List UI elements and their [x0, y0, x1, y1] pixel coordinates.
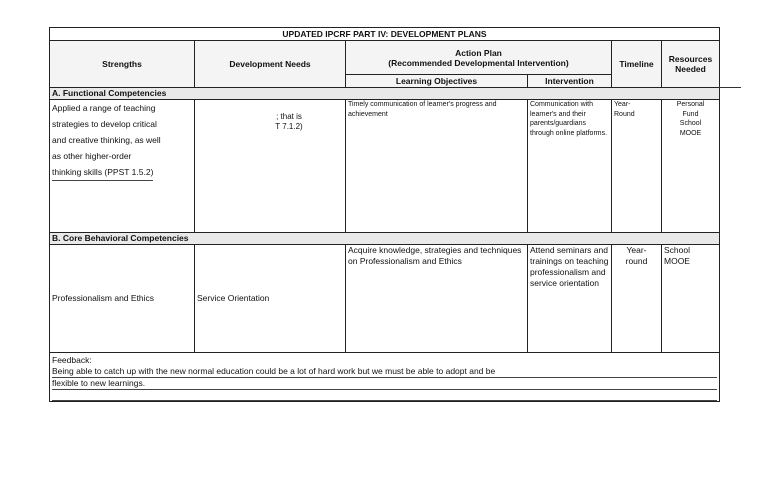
- functional-resource-item: Fund: [682, 110, 699, 118]
- functional-development-need-cell: [195, 100, 346, 233]
- functional-need-fragment: ; that is: [276, 112, 302, 121]
- header-development-needs: Development Needs: [195, 41, 346, 88]
- behavioral-resources: [662, 245, 720, 353]
- functional-timeline-line: Year-: [614, 101, 631, 108]
- functional-strength-line: strategies to develop critical: [52, 119, 157, 129]
- behavioral-resource-item: School: [664, 245, 690, 255]
- behavioral-learning-objective: Acquire knowledge, strategies and techniques on Professionalism and Ethics: [346, 245, 528, 353]
- behavioral-development-need: Service Orientation: [195, 245, 346, 353]
- behavioral-timeline-line: Year-: [626, 245, 647, 255]
- functional-strength-line: and creative thinking, as well: [52, 135, 161, 145]
- feedback-text-line: Being able to catch up with the new normal education could be a lot of hard work but we must be able to adopt and be: [52, 366, 717, 378]
- development-plan-document: [49, 27, 719, 402]
- functional-strength-line: thinking skills (PPST 1.5.2): [52, 164, 153, 181]
- functional-strength-cell: [50, 100, 195, 233]
- header-learning-objectives: Learning Objectives: [346, 75, 528, 88]
- functional-learning-objective: Timely communication of learner's progress and achievement: [346, 100, 528, 233]
- feedback-blank-line: [52, 390, 717, 401]
- functional-resource-item: MOOE: [679, 129, 702, 137]
- behavioral-timeline-line: round: [625, 256, 648, 266]
- behavioral-timeline: [612, 245, 662, 353]
- header-action-plan-title: Action Plan: [455, 47, 502, 58]
- functional-strength-line: Applied a range of teaching: [52, 103, 156, 113]
- development-plan-table: [49, 27, 720, 402]
- section-functional-competencies: A. Functional Competencies: [50, 88, 720, 100]
- behavioral-resource-item: MOOE: [664, 256, 690, 266]
- header-action-plan-subtitle: (Recommended Developmental Intervention): [388, 57, 569, 68]
- feedback-label: Feedback:: [52, 355, 92, 365]
- feedback-text-line: flexible to new learnings.: [52, 378, 717, 390]
- functional-timeline: [612, 100, 662, 233]
- functional-timeline-line: Round: [614, 110, 635, 118]
- header-resources: [662, 41, 720, 88]
- functional-resource-item: School: [679, 120, 702, 127]
- header-strengths: Strengths: [50, 41, 195, 88]
- functional-strength-line: as other higher-order: [52, 151, 132, 161]
- header-action-plan: [346, 41, 612, 75]
- functional-resource-item: Personal: [676, 101, 705, 108]
- section-core-behavioral-competencies: B. Core Behavioral Competencies: [50, 233, 720, 245]
- header-timeline: Timeline: [612, 41, 662, 88]
- behavioral-intervention: Attend seminars and trainings on teaching professionalism and service orientation: [528, 245, 612, 353]
- behavioral-strength: Professionalism and Ethics: [50, 245, 195, 353]
- functional-resources: [662, 100, 720, 233]
- page-title: UPDATED IPCRF PART IV: DEVELOPMENT PLANS: [50, 28, 720, 41]
- header-resources-line2: Needed: [675, 64, 706, 74]
- margin-rule: [719, 87, 741, 88]
- feedback-cell: [50, 353, 720, 402]
- functional-need-fragment: T 7.1.2): [275, 122, 303, 131]
- functional-intervention: Communication with learner's and their parents/guardians through online platforms.: [528, 100, 612, 233]
- header-intervention: Intervention: [528, 75, 612, 88]
- header-resources-line1: Resources: [668, 54, 713, 64]
